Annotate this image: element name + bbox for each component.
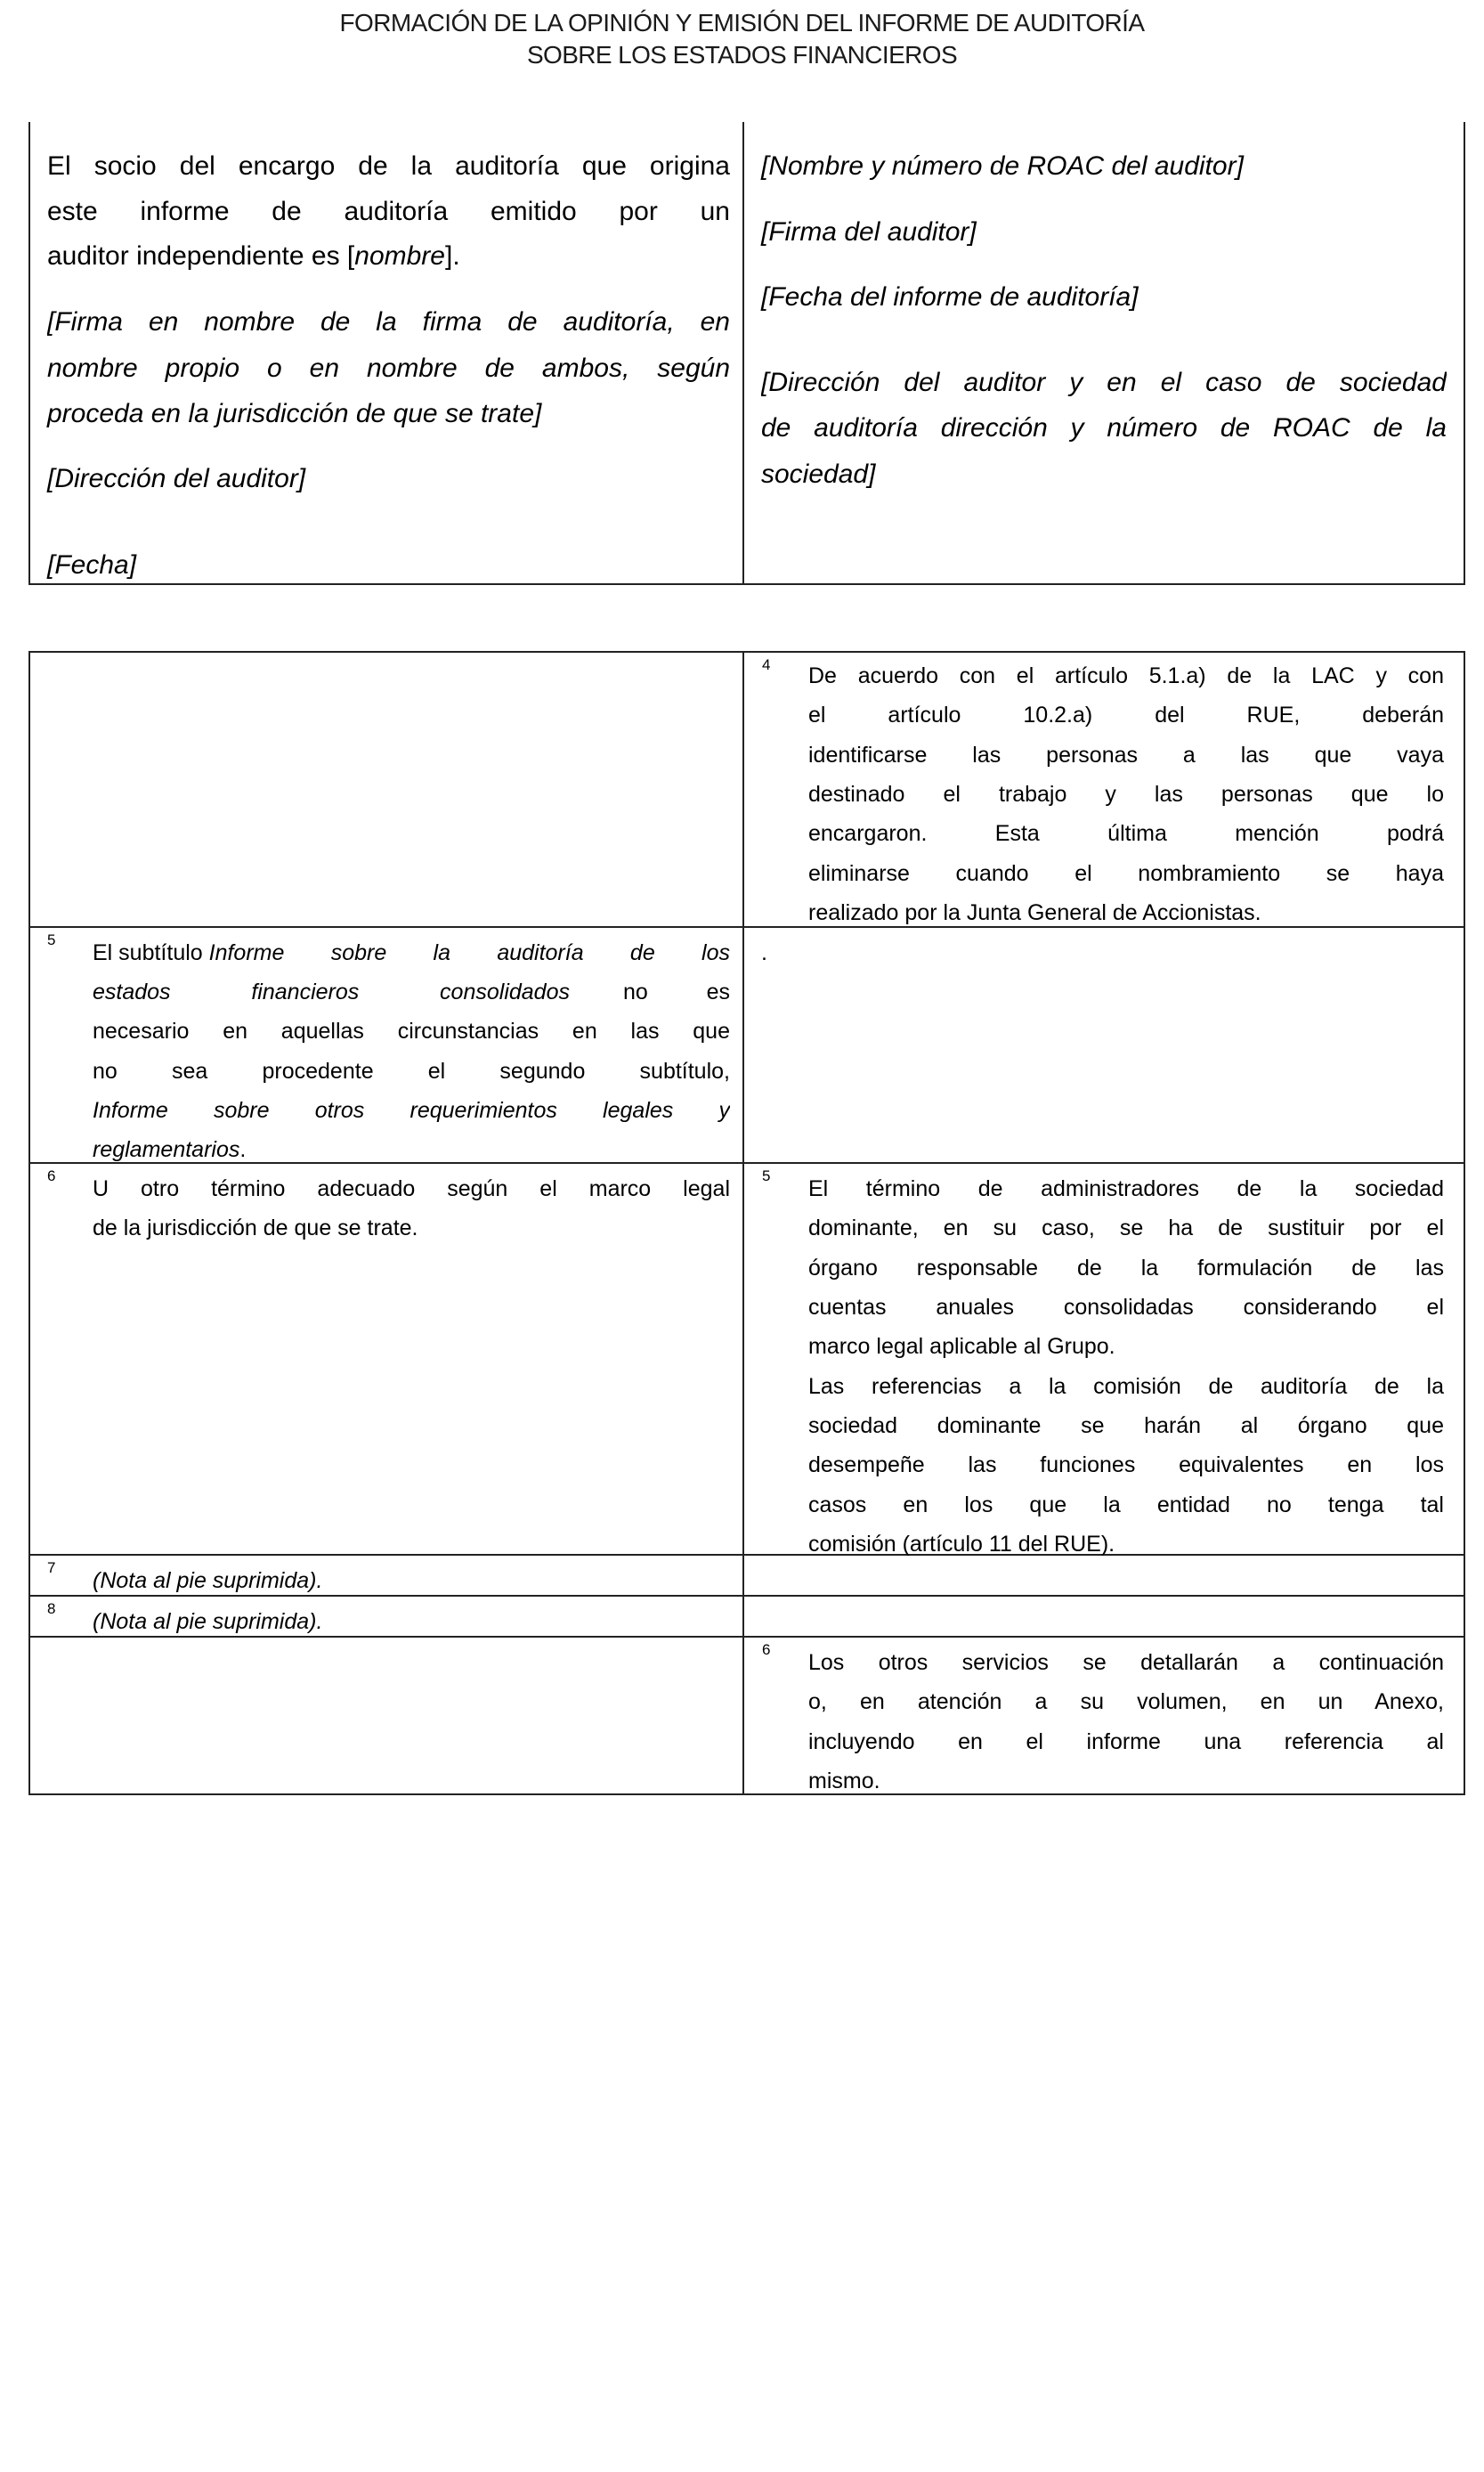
footnote-line: De acuerdo con el artículo 5.1.a) de la LAC y con	[808, 663, 1444, 688]
footnote-text: no es	[623, 980, 730, 1004]
footnote-line: (Nota al pie suprimida).	[93, 1568, 323, 1593]
footnote-line: casos en los que la entidad no tenga tal	[808, 1492, 1444, 1517]
footnote-text: El subtítulo	[93, 940, 209, 965]
footnote-line: encargaron. Esta última mención podrá	[808, 821, 1444, 846]
table-divider	[742, 122, 744, 585]
footnote-line: necesario en aquellas circunstancias en las que	[93, 1019, 730, 1044]
firma-line: nombre propio o en nombre de ambos, según	[47, 354, 730, 383]
footnote-number: 4	[762, 656, 771, 673]
footnote-line: órgano responsable de la formulación de las	[808, 1256, 1444, 1281]
table-border-bottom	[28, 583, 1465, 585]
partner-name-placeholder: nombre	[354, 241, 445, 271]
table-border-right	[1464, 122, 1465, 585]
footnote-line: Los otros servicios se detallarán a continuación	[808, 1650, 1444, 1675]
footnote-number: 8	[47, 1600, 56, 1617]
partner-text-line	[47, 239, 460, 274]
footnote-number: 5	[762, 1167, 771, 1184]
footnote-number: 6	[47, 1167, 56, 1184]
direccion-line: sociedad]	[761, 459, 876, 489]
fecha: [Fecha]	[47, 550, 137, 580]
direccion-line: [Dirección del auditor y en el caso de sociedad	[761, 368, 1447, 397]
footnote-text-italic: Informe sobre la auditoría de los	[208, 940, 730, 965]
footnote-line: incluyendo en el informe una referencia al	[808, 1729, 1444, 1754]
firma-auditor: [Firma del auditor]	[761, 217, 977, 247]
footnote-text: .	[239, 1137, 247, 1162]
partner-text: auditor independiente es [	[47, 241, 355, 271]
footnote-line: dominante, en su caso, se ha de sustituir por el	[808, 1216, 1444, 1240]
table-border-top	[28, 651, 1465, 653]
direccion-auditor: [Dirección del auditor]	[47, 464, 306, 493]
firma-line: proceda en la jurisdicción de que se trate]	[47, 399, 542, 428]
footnote-line: realizado por la Junta General de Accionistas.	[808, 900, 1261, 925]
footnote-line: no sea procedente el segundo subtítulo,	[93, 1059, 730, 1084]
footnote-line: desempeñe las funciones equivalentes en los	[808, 1452, 1444, 1477]
table-border-right	[1464, 651, 1465, 1795]
footnote-line: marco legal aplicable al Grupo.	[808, 1334, 1115, 1359]
footnote-line: el artículo 10.2.a) del RUE, deberán	[808, 703, 1444, 728]
footnote-line: U otro término adecuado según el marco legal	[93, 1176, 730, 1201]
table-border-left	[28, 651, 30, 1795]
footnote-line: identificarse las personas a las que vaya	[808, 743, 1444, 768]
footnote-line: cuentas anuales consolidadas considerando el	[808, 1295, 1444, 1320]
footnote-number: 7	[47, 1559, 56, 1576]
direccion-line: de auditoría dirección y número de ROAC de la	[761, 413, 1447, 443]
row-divider	[28, 1554, 1465, 1556]
table-border-left	[28, 122, 30, 585]
footnote-line: (Nota al pie suprimida).	[93, 1609, 323, 1634]
partner-text-end: ].	[444, 241, 460, 271]
footnote-line: Las referencias a la comisión de auditoría de la	[808, 1374, 1444, 1399]
footnote-line: de la jurisdicción de que se trate.	[93, 1216, 418, 1240]
partner-text-line: este informe de auditoría emitido por un	[47, 197, 730, 226]
footnote-number: 5	[47, 931, 56, 948]
nombre-roac: [Nombre y número de ROAC del auditor]	[761, 151, 1244, 181]
footnote-line: o, en atención a su volumen, en un Anexo,	[808, 1689, 1444, 1714]
footnote-line: mismo.	[808, 1769, 880, 1793]
footnote-line: comisión (artículo 11 del RUE).	[808, 1532, 1115, 1557]
footnote-placeholder-dot: .	[761, 940, 767, 965]
footnote-line: sociedad dominante se harán al órgano que	[808, 1413, 1444, 1438]
footnote-line	[93, 938, 730, 968]
footnote-text-italic: reglamentarios	[93, 1137, 240, 1162]
footnote-line: Informe sobre otros requerimientos legales y	[93, 1098, 730, 1123]
table-divider	[742, 651, 744, 1795]
header-title-line2: SOBRE LOS ESTADOS FINANCIEROS	[526, 41, 958, 69]
footnote-line: El término de administradores de la sociedad	[808, 1176, 1444, 1201]
footnote-line	[93, 1134, 246, 1165]
footnote-number: 6	[762, 1641, 771, 1658]
fecha-informe: [Fecha del informe de auditoría]	[761, 282, 1139, 312]
table-border-bottom	[28, 1793, 1465, 1795]
footnote-line	[93, 977, 730, 1007]
footnote-text-italic: estados financieros consolidados	[93, 980, 570, 1004]
header-title-line1: FORMACIÓN DE LA OPINIÓN Y EMISIÓN DEL INFORME DE AUDITORÍA	[339, 9, 1145, 37]
footnote-line: eliminarse cuando el nombramiento se haya	[808, 861, 1444, 886]
footnote-line: destinado el trabajo y las personas que lo	[808, 782, 1444, 807]
partner-text-line: El socio del encargo de la auditoría que origina	[47, 151, 730, 181]
firma-line: [Firma en nombre de la firma de auditoría, en	[47, 307, 730, 337]
